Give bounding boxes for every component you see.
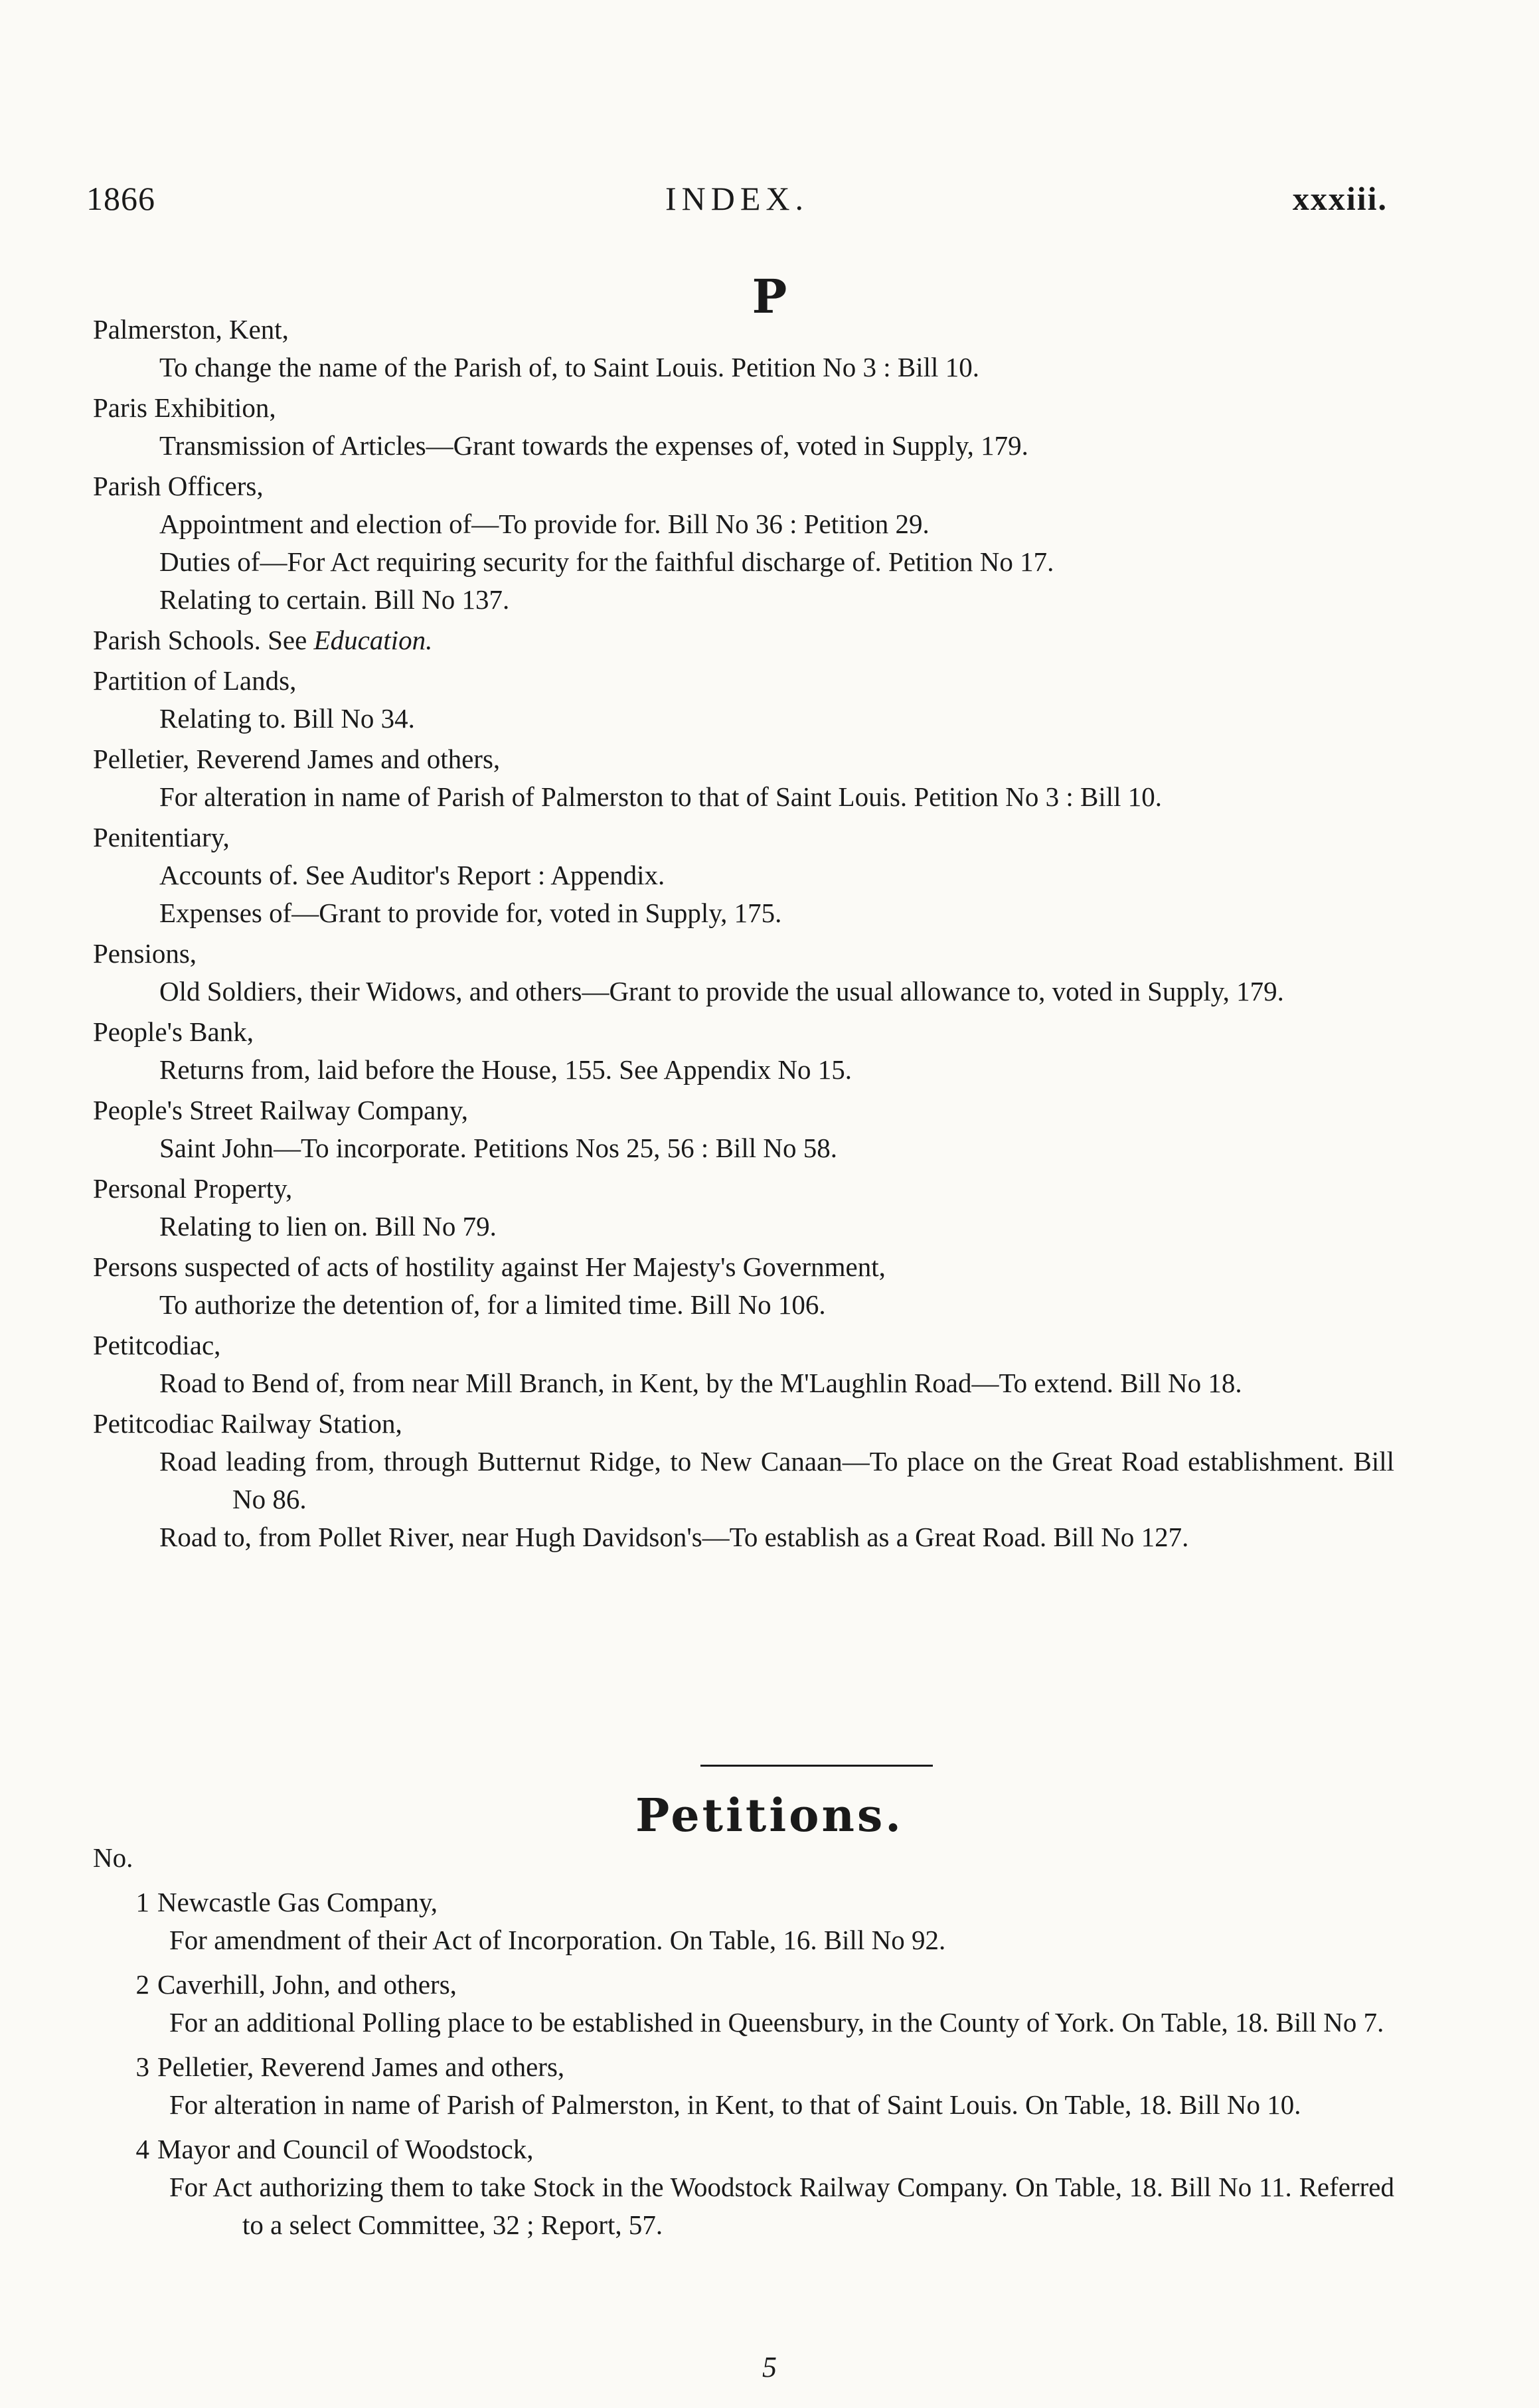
entry-heading [93, 819, 1394, 856]
entry-subline: Relating to. Bill No 34. [159, 703, 415, 734]
entry-heading [93, 935, 1394, 973]
entry-subline: To authorize the detention of, for a limited time. Bill No 106. [159, 1289, 826, 1320]
entry-subline: Returns from, laid before the House, 155. See Appendix No 15. [159, 1054, 852, 1085]
index-entry [93, 662, 1394, 738]
entry-subline: Saint John—To incorporate. Petitions Nos 25, 56 : Bill No 58. [159, 1133, 837, 1163]
petition-number: 4 [135, 2134, 149, 2164]
entry-subline: Road leading from, through Butternut Ridge, to New Canaan—To place on the Great Road establishment. Bill No 86. [159, 1446, 1394, 1514]
index-entry [93, 740, 1394, 816]
entry-heading [93, 389, 1394, 427]
index-entry [93, 1170, 1394, 1245]
index-entry [93, 935, 1394, 1010]
entry-subline: Duties of—For Act requiring security for the faithful discharge of. Petition No 17. [159, 546, 1054, 577]
petitions-list [93, 1839, 1394, 2244]
entry-heading-text: Pelletier, Reverend James and others, [93, 744, 501, 774]
signature-mark: 5 [762, 2351, 777, 2383]
header-title: INDEX. [665, 180, 809, 217]
entry-subline: For alteration in name of Parish of Palmerston to that of Saint Louis. Petition No 3 : Bill 10. [159, 781, 1163, 812]
entry-heading-text: Petitcodiac Railway Station, [93, 1408, 402, 1439]
entry-heading-text: Personal Property, [93, 1173, 293, 1204]
petition-subline: For an additional Polling place to be established in Queensbury, in the County of York. On Table, 18. Bill No 7. [169, 2007, 1384, 2038]
petition-number: 3 [135, 2051, 149, 2082]
petition-number: 1 [135, 1887, 149, 1917]
petition-name: Newcastle Gas Company, [157, 1887, 438, 1917]
index-entry [93, 311, 1394, 386]
index-entry [93, 389, 1394, 465]
entry-heading [93, 467, 1394, 505]
entry-heading-text: People's Bank, [93, 1016, 254, 1047]
entry-subline: Accounts of. See Auditor's Report : Appendix. [159, 860, 665, 890]
index-entry [93, 1405, 1394, 1556]
entry-heading-text: Petitcodiac, [93, 1330, 221, 1360]
petition-entry [93, 2130, 1394, 2244]
entry-heading [93, 740, 1394, 778]
entry-subline: Road to, from Pollet River, near Hugh Davidson's—To establish as a Great Road. Bill No 127. [159, 1522, 1189, 1552]
index-entries [93, 311, 1394, 1556]
petitions-no-label: No. [93, 1842, 133, 1873]
petition-name: Mayor and Council of Woodstock, [157, 2134, 534, 2164]
entry-heading [93, 621, 1394, 659]
petitions-title: Petitions. [635, 1789, 904, 1842]
section-divider [700, 1765, 933, 1767]
petition-subline: For Act authorizing them to take Stock in the Woodstock Railway Company. On Table, 18. Bill No 11. Referred to a select Committee, 32 ; Report, 57. [169, 2172, 1394, 2240]
petition-name: Pelletier, Reverend James and others, [157, 2051, 565, 2082]
petition-entry [93, 1884, 1394, 1959]
petition-number: 2 [135, 1969, 149, 2000]
petition-entry [93, 1966, 1394, 2042]
entry-heading-text: Palmerston, Kent, [93, 314, 289, 345]
petition-heading [93, 2048, 1394, 2086]
entry-subline: Relating to certain. Bill No 137. [159, 584, 510, 615]
index-entry [93, 1091, 1394, 1167]
entry-heading-text: Persons suspected of acts of hostility against Her Majesty's Government, [93, 1251, 886, 1282]
entry-heading [93, 662, 1394, 700]
entry-heading [93, 1405, 1394, 1443]
section-letter: P [752, 269, 787, 324]
entry-subline: Appointment and election of—To provide for. Bill No 36 : Petition 29. [159, 509, 930, 539]
entry-heading [93, 1091, 1394, 1129]
entry-subline: Transmission of Articles—Grant towards the expenses of, voted in Supply, 179. [159, 430, 1028, 461]
index-entry [93, 621, 1394, 659]
entry-heading [93, 1248, 1394, 1286]
entry-heading-text: Paris Exhibition, [93, 392, 276, 423]
entry-heading [93, 1170, 1394, 1208]
petition-subline: For alteration in name of Parish of Palmerston, in Kent, to that of Saint Louis. On Table, 18. Bill No 10. [169, 2089, 1301, 2120]
header-year: 1866 [86, 180, 155, 217]
entry-heading-text: Penitentiary, [93, 822, 230, 852]
entry-heading-text: Partition of Lands, [93, 665, 297, 696]
entry-heading-text: Parish Officers, [93, 471, 264, 501]
petition-name: Caverhill, John, and others, [157, 1969, 457, 2000]
index-entry [93, 1326, 1394, 1402]
index-entry [93, 819, 1394, 932]
header-page-number: xxxiii. [1292, 180, 1388, 217]
entry-heading [93, 1326, 1394, 1364]
entry-subline: Old Soldiers, their Widows, and others—Grant to provide the usual allowance to, voted in Supply, 179. [159, 976, 1284, 1006]
entry-heading-text: Parish Schools. See [93, 625, 314, 655]
petition-heading [93, 2130, 1394, 2168]
entry-heading-text: Pensions, [93, 938, 197, 969]
index-entry [93, 1013, 1394, 1089]
entry-heading-text: People's Street Railway Company, [93, 1095, 468, 1125]
petition-heading [93, 1966, 1394, 2004]
entry-heading [93, 1013, 1394, 1051]
entry-heading-italic: Education. [313, 625, 433, 655]
petition-heading [93, 1884, 1394, 1921]
entry-subline: Expenses of—Grant to provide for, voted in Supply, 175. [159, 898, 782, 928]
index-entry [93, 467, 1394, 619]
entry-subline: Relating to lien on. Bill No 79. [159, 1211, 497, 1242]
index-entry [93, 1248, 1394, 1324]
petition-subline: For amendment of their Act of Incorporation. On Table, 16. Bill No 92. [169, 1925, 946, 1955]
petition-entry [93, 2048, 1394, 2124]
entry-heading [93, 311, 1394, 349]
entry-subline: Road to Bend of, from near Mill Branch, in Kent, by the M'Laughlin Road—To extend. Bill No 18. [159, 1368, 1242, 1398]
page-header [86, 179, 1388, 226]
entry-subline: To change the name of the Parish of, to Saint Louis. Petition No 3 : Bill 10. [159, 352, 979, 382]
